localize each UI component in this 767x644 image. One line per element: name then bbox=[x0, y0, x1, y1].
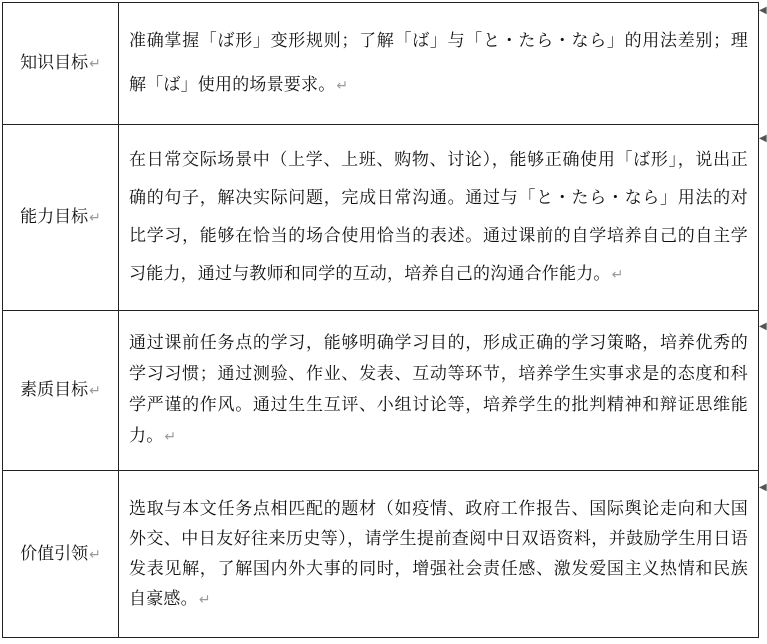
row-label: 知识目标 bbox=[20, 53, 89, 73]
label-cell-values bbox=[3, 471, 119, 638]
content-cell-knowledge bbox=[119, 3, 759, 125]
content-cell-quality bbox=[119, 311, 759, 471]
row-content: 选取与本文任务点相匹配的题材（如疫情、政府工作报告、国际舆论走向和大国外交、中日友好往来历史等），请学生提前查阅中日双语资料，并鼓励学生用日语发表见解，了解国内外大事的同时，增强社会责任感、激发爱国主义热情和民族自豪感。 bbox=[129, 498, 748, 609]
paragraph-mark-icon: ↵ bbox=[89, 56, 101, 72]
label-cell-ability bbox=[3, 125, 119, 311]
paragraph-mark-icon: ↵ bbox=[89, 546, 101, 563]
row-label: 能力目标 bbox=[20, 207, 89, 227]
row-end-marker-icon: ◀ bbox=[759, 5, 767, 16]
paragraph-mark-icon: ↵ bbox=[336, 78, 349, 94]
row-end-marker-icon: ◀ bbox=[759, 133, 767, 144]
row-content: 准确掌握「ば形」变形规则；了解「ば」与「と・たら・なら」的用法差别；理解「ば」使用的场景要求。 bbox=[129, 31, 748, 95]
label-cell-knowledge bbox=[3, 3, 119, 125]
row-content: 在日常交际场景中（上学、上班、购物、讨论），能够正确使用「ば形」，说出正确的句子，解决实际问题，完成日常沟通。通过与「と・たら・なら」用法的对比学习，能够在恰当的场合使用恰当的表述。通过课前的自学培养自己的自主学习能力，通过与教师和同学的互动，培养自己的沟通合作能力。 bbox=[129, 150, 748, 284]
paragraph-mark-icon: ↵ bbox=[198, 591, 211, 608]
objectives-table bbox=[2, 2, 759, 638]
row-content: 通过课前任务点的学习，能够明确学习目的，形成正确的学习策略，培养优秀的学习习惯；通过测验、作业、发表、互动等环节，培养学生实事求是的态度和科学严谨的作风。通过生生互评、小组讨论等，培养学生的批判精神和辩证思维能力。 bbox=[129, 333, 748, 446]
table-row-values bbox=[3, 471, 759, 638]
paragraph-mark-icon: ↵ bbox=[89, 383, 101, 399]
table-row-ability bbox=[3, 125, 759, 311]
table-row-quality bbox=[3, 311, 759, 471]
table-row-knowledge bbox=[3, 3, 759, 125]
label-cell-quality bbox=[3, 311, 119, 471]
paragraph-mark-icon: ↵ bbox=[164, 429, 177, 445]
row-end-marker-icon: ◀ bbox=[759, 321, 767, 332]
paragraph-mark-icon: ↵ bbox=[89, 210, 101, 226]
row-label: 价值引领 bbox=[20, 543, 89, 564]
content-cell-values bbox=[119, 471, 759, 638]
content-cell-ability bbox=[119, 125, 759, 311]
row-end-marker-icon: ◀ bbox=[759, 482, 767, 493]
row-label: 素质目标 bbox=[20, 380, 89, 400]
paragraph-mark-icon: ↵ bbox=[611, 267, 624, 283]
